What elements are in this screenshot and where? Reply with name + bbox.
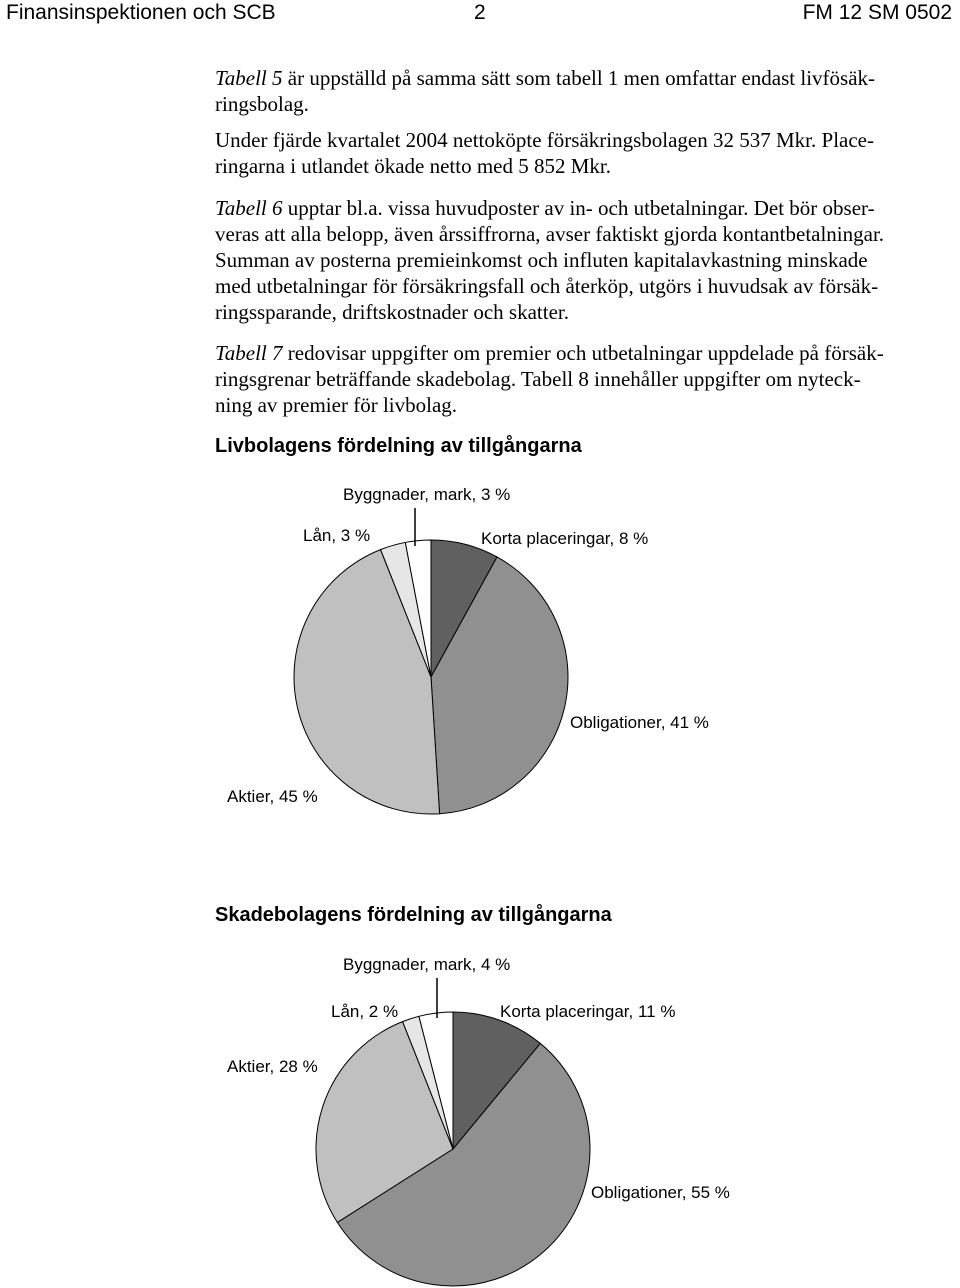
slice-label: Byggnader, mark, 3 % <box>343 485 511 504</box>
table-reference: Tabell 6 <box>215 196 283 220</box>
text-run: ning av premier för livbolag. <box>215 393 458 417</box>
chart-title-livbolag: Livbolagens fördelning av tillgångarna <box>215 435 582 457</box>
text-run: ringarna i utlandet ökade netto med 5 852 Mkr. <box>215 154 611 178</box>
slice-label: Obligationer, 41 % <box>570 713 709 732</box>
text-run: ringsbolag. <box>215 92 309 116</box>
slice-label: Obligationer, 55 % <box>591 1183 730 1202</box>
slice-label: Lån, 3 % <box>303 526 371 545</box>
page-number: 2 <box>474 1 486 24</box>
slice-label: Lån, 2 % <box>331 1002 399 1021</box>
slice-label: Byggnader, mark, 4 % <box>343 955 511 974</box>
text-run: veras att alla belopp, även årssiffrorna, avser faktiskt gjorda kontantbetalningar. <box>215 222 885 246</box>
text-run: Summan av posterna premieinkomst och influten kapitalavkastning minskade <box>215 248 868 272</box>
slice-label: Aktier, 28 % <box>227 1057 318 1076</box>
slice-label: Aktier, 45 % <box>227 787 318 806</box>
header-left: Finansinspektionen och SCB <box>6 1 276 24</box>
text-run: ringssparande, driftskostnader och skatter. <box>215 300 569 324</box>
slice-label: Korta placeringar, 8 % <box>481 529 649 548</box>
text-run: upptar bl.a. vissa huvudposter av in- och utbetalningar. Det bör obser- <box>282 196 875 220</box>
table-reference: Tabell 5 <box>215 66 283 90</box>
text-run: redovisar uppgifter om premier och utbetalningar uppdelade på försäk- <box>282 341 884 365</box>
text-run: Under fjärde kvartalet 2004 nettoköpte försäkringsbolagen 32 537 Mkr. Place- <box>215 128 874 152</box>
table-reference: Tabell 7 <box>215 341 283 365</box>
slice-label: Korta placeringar, 11 % <box>500 1002 676 1021</box>
header-right: FM 12 SM 0502 <box>802 1 952 24</box>
text-run: är uppställd på samma sätt som tabell 1 men omfattar endast livfösäk- <box>282 66 876 90</box>
text-run: ringsgrenar beträffande skadebolag. Tabell 8 innehåller uppgifter om nyteck- <box>215 367 861 391</box>
text-run: med utbetalningar för försäkringsfall och återköp, utgörs i huvudsak av försäk- <box>215 274 879 298</box>
chart-title-skadebolag: Skadebolagens fördelning av tillgångarna <box>215 904 612 926</box>
